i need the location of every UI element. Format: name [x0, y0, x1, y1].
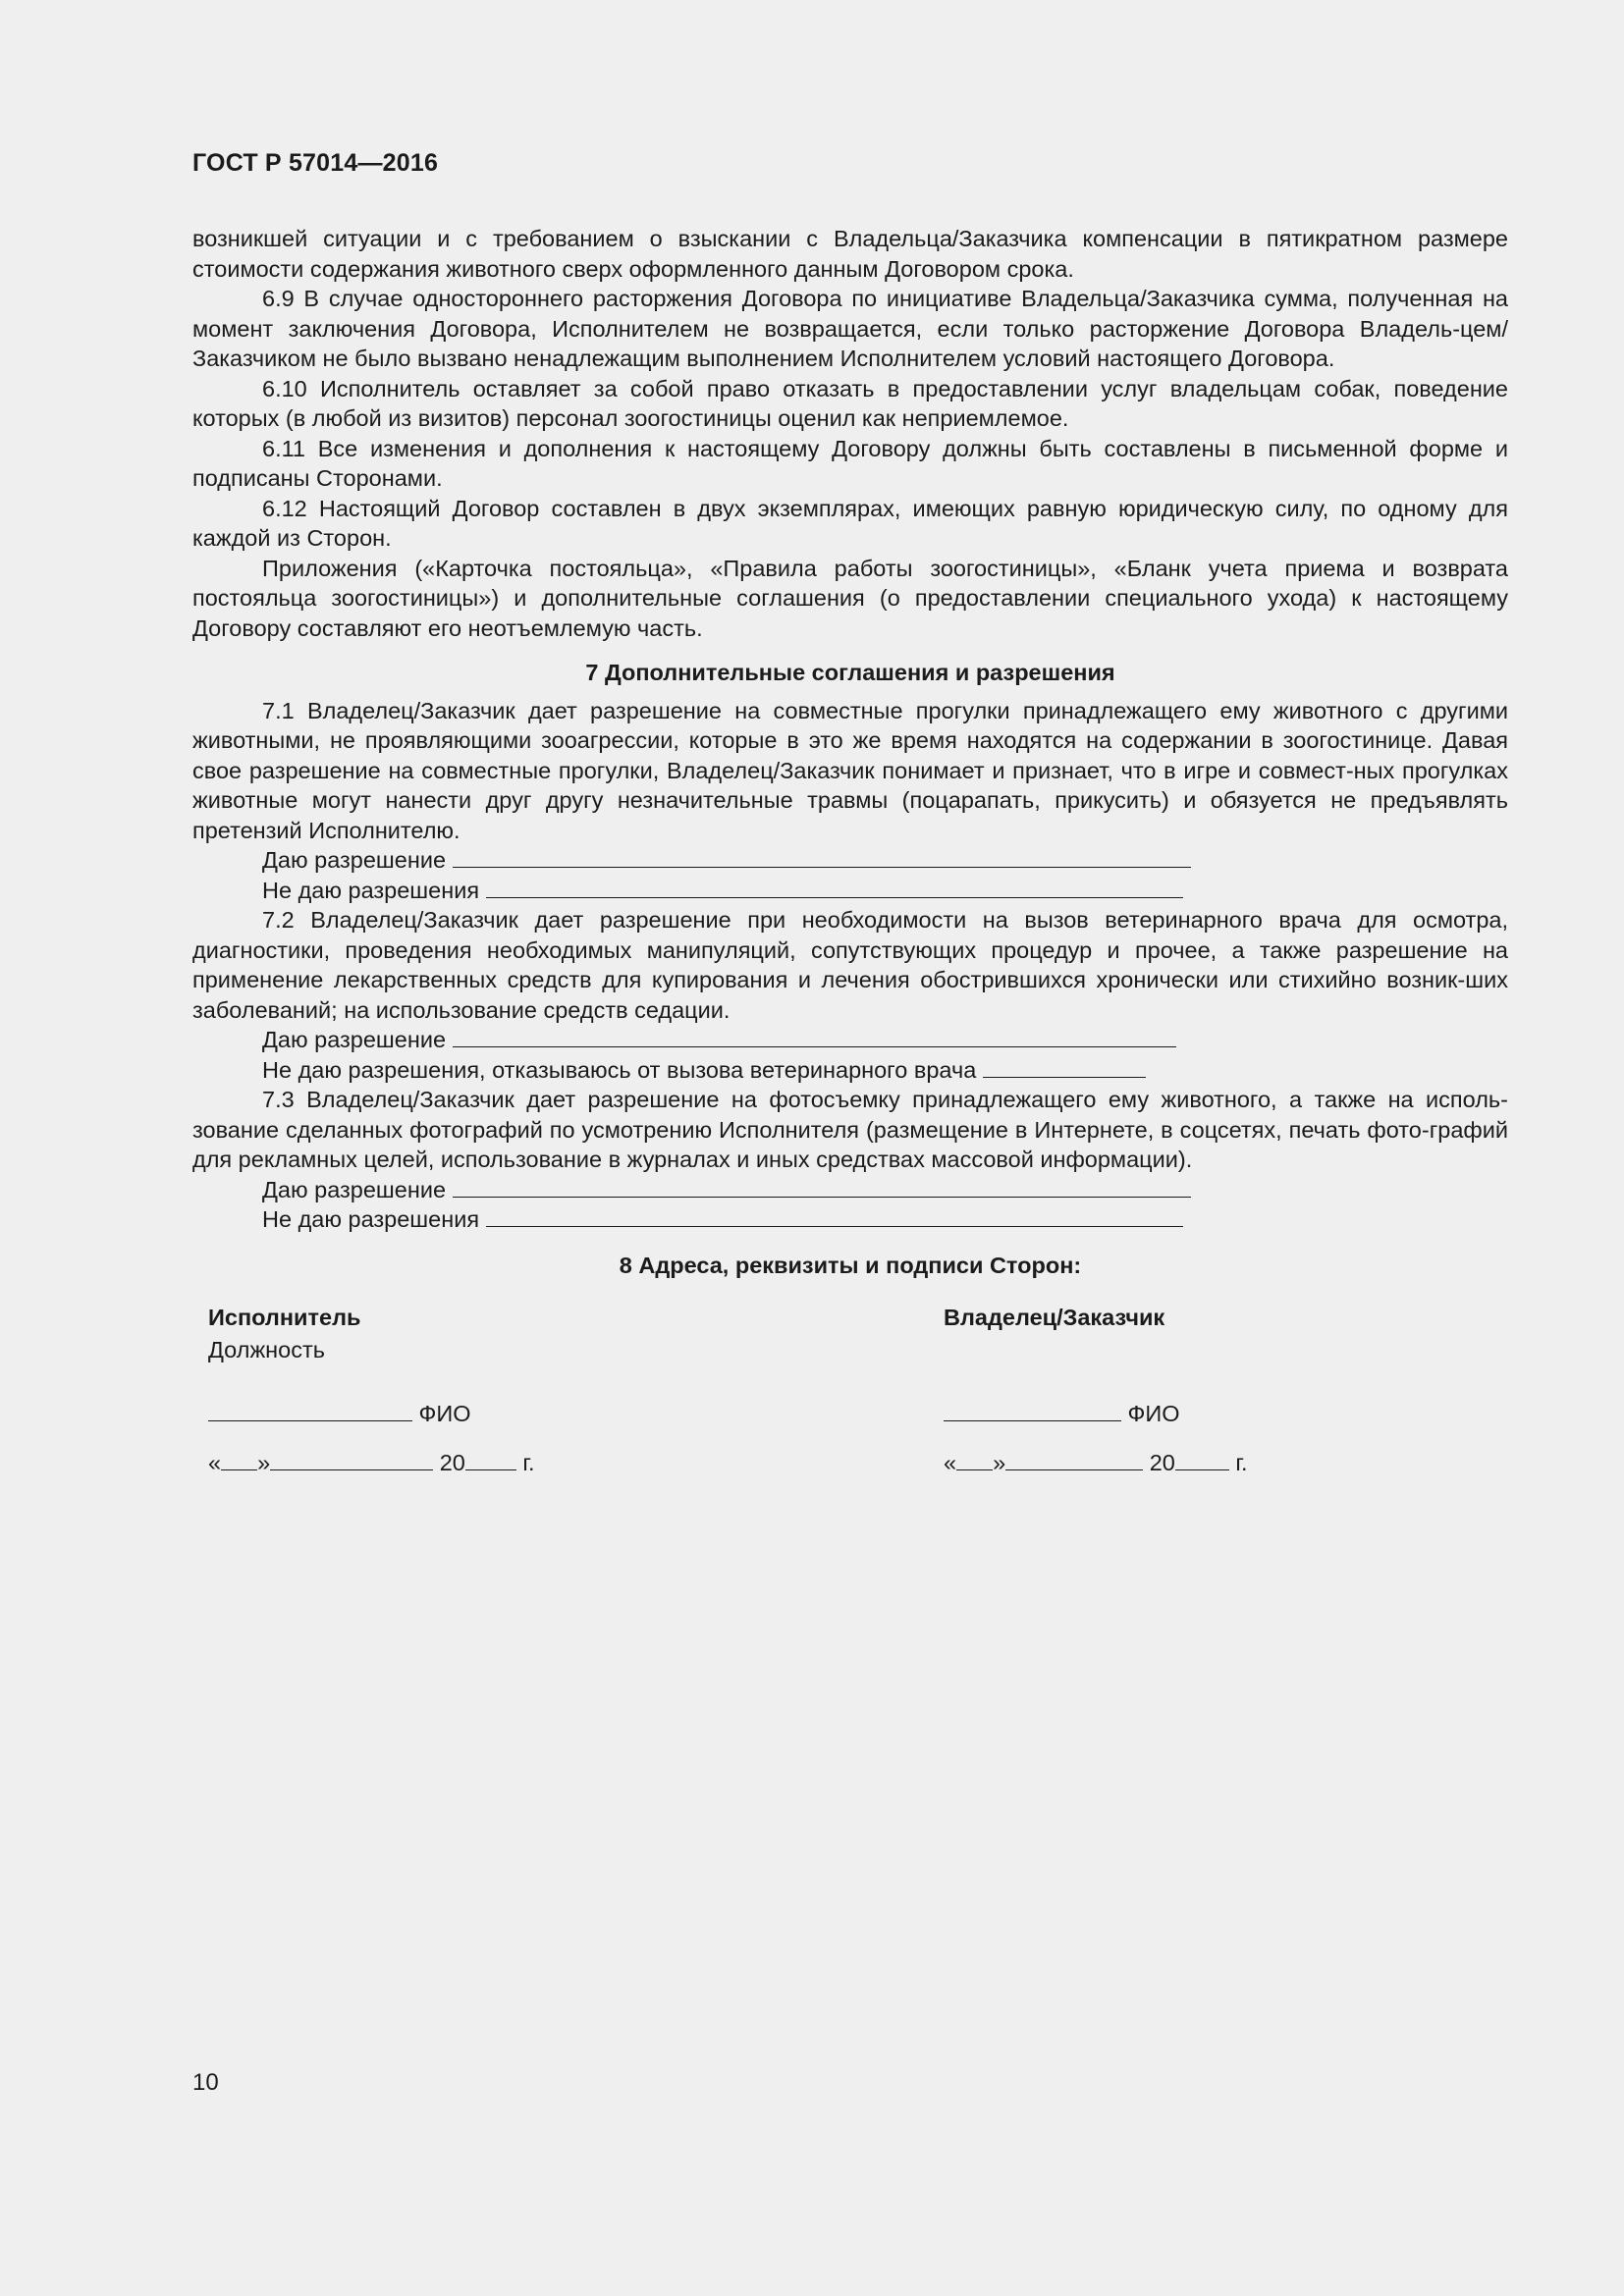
- fio-line: [208, 1399, 471, 1429]
- signature-blank[interactable]: [453, 846, 1191, 868]
- consent-line-7-1: [192, 845, 1508, 876]
- paragraph-7-1: 7.1 Владелец/Заказчик дает разрешение на совместные прогулки принадлежащего ему животного с другими животными, не проявляющими зооагрессии, которые в это же время находятся на содержании в зоогостинице. Давая свое разрешение на совместные прогулки, Владелец/Заказчик понимает и признает, что в игре и совмест-ных прогулках животные могут нанести друг другу незначительные травмы (поцарапать, прикусить) и обязуется не предъявлять претензий Исполнителю.: [192, 697, 1508, 843]
- section-7-title: 7 Дополнительные соглашения и разрешения: [585, 660, 1115, 685]
- document-body: [192, 224, 1508, 1516]
- quote-close: »: [257, 1450, 271, 1475]
- refuse-label: Не даю разрешения: [262, 877, 480, 903]
- consent-label: Даю разрешение: [262, 1176, 447, 1202]
- quote-open: «: [944, 1450, 957, 1475]
- year-blank[interactable]: [1175, 1449, 1229, 1470]
- quote-close: »: [993, 1450, 1006, 1475]
- consent-label: Даю разрешение: [262, 1027, 447, 1052]
- date-line: [208, 1448, 535, 1478]
- party-name: Исполнитель: [208, 1305, 361, 1330]
- signature-blank[interactable]: [486, 877, 1183, 898]
- parties-block: [192, 1300, 1508, 1516]
- consent-line-7-3: [192, 1175, 1508, 1205]
- paragraph-continuation: возникшей ситуации и с требованием о взыскании с Владельца/Заказчика компенсации в пятикратном размере стоимости содержания животного сверх оформленного данным Договором срока.: [192, 226, 1508, 282]
- party-owner: [944, 1300, 1248, 1475]
- refuse-line-7-1: [192, 876, 1508, 906]
- fio-line: [944, 1399, 1180, 1429]
- year-blank[interactable]: [465, 1449, 516, 1470]
- consent-label: Даю разрешение: [262, 847, 447, 873]
- signature-blank[interactable]: [453, 1026, 1176, 1047]
- paragraph-6-9: 6.9 В случае одностороннего расторжения Договора по инициативе Владельца/Заказчика сумма, полученная на момент заключения Договора, Исполнителем не возвращается, если только расторжение Договора Владель-цем/Заказчиком не было вызвано ненадлежащим выполнением Исполнителем условий настоящего Договора.: [192, 286, 1508, 371]
- paragraph-7-2: 7.2 Владелец/Заказчик дает разрешение при необходимости на вызов ветеринарного врача для осмотра, диагностики, проведения необходимых манипуляций, сопутствующих процедур и прочее, а также разрешение на применение лекарственных средств для купирования и лечения обострившихся хронически или стихийно возник-ших заболеваний; на использование средств седации.: [192, 907, 1508, 1023]
- signature-blank[interactable]: [944, 1400, 1121, 1421]
- signature-blank[interactable]: [453, 1176, 1191, 1198]
- year-prefix: 20: [1149, 1450, 1175, 1475]
- consent-line-7-2: [192, 1025, 1508, 1055]
- party-executor: [208, 1300, 535, 1475]
- month-blank[interactable]: [1005, 1449, 1143, 1470]
- day-blank[interactable]: [956, 1449, 993, 1470]
- refuse-label: Не даю разрешения: [262, 1206, 480, 1232]
- signature-blank[interactable]: [486, 1205, 1183, 1227]
- fio-label: ФИО: [1127, 1401, 1180, 1426]
- section-8-title: 8 Адреса, реквизиты и подписи Сторон:: [619, 1252, 1082, 1278]
- fio-label: ФИО: [418, 1401, 471, 1426]
- date-line: [944, 1448, 1248, 1478]
- refuse-label: Не даю разрешения, отказываюсь от вызова ветеринарного врача: [262, 1056, 977, 1083]
- paragraph-appendices: Приложения («Карточка постояльца», «Правила работы зоогостиницы», «Бланк учета приема и возврата постояльца зоогостиницы») и дополнительные соглашения (о предоставлении специального ухода) к настоящему Договору составляют его неотъемлемую часть.: [192, 555, 1508, 641]
- day-blank[interactable]: [221, 1449, 257, 1470]
- paragraph-6-11: 6.11 Все изменения и дополнения к настоящему Договору должны быть составлены в письменной форме и подписаны Сторонами.: [192, 435, 1508, 491]
- refuse-line-7-2: [192, 1055, 1508, 1086]
- year-prefix: 20: [439, 1450, 465, 1475]
- quote-open: «: [208, 1450, 222, 1475]
- year-suffix: г.: [1235, 1450, 1248, 1475]
- signature-blank[interactable]: [208, 1400, 412, 1421]
- paragraph-6-12: 6.12 Настоящий Договор составлен в двух экземплярах, имеющих равную юридическую силу, по одному для каждой из Сторон.: [192, 495, 1508, 551]
- year-suffix: г.: [522, 1450, 535, 1475]
- party-name: Владелец/Заказчик: [944, 1305, 1165, 1330]
- party-position: Должность: [208, 1337, 325, 1362]
- signature-blank[interactable]: [983, 1056, 1146, 1078]
- paragraph-7-3: 7.3 Владелец/Заказчик дает разрешение на фотосъемку принадлежащего ему животного, а также на исполь-зование сделанных фотографий по усмотрению Исполнителя (размещение в Интернете, в соцсетях, печать фото-графий для рекламных целей, использование в журналах и иных средствах массовой информации).: [192, 1087, 1508, 1172]
- document-code: ГОСТ Р 57014—2016: [192, 149, 439, 177]
- paragraph-6-10: 6.10 Исполнитель оставляет за собой право отказать в предоставлении услуг владельцам собак, поведение которых (в любой из визитов) персонал зоогостиницы оценил как неприемлемое.: [192, 375, 1508, 431]
- month-blank[interactable]: [270, 1449, 433, 1470]
- refuse-line-7-3: [192, 1204, 1508, 1235]
- page-number: 10: [192, 2069, 219, 2096]
